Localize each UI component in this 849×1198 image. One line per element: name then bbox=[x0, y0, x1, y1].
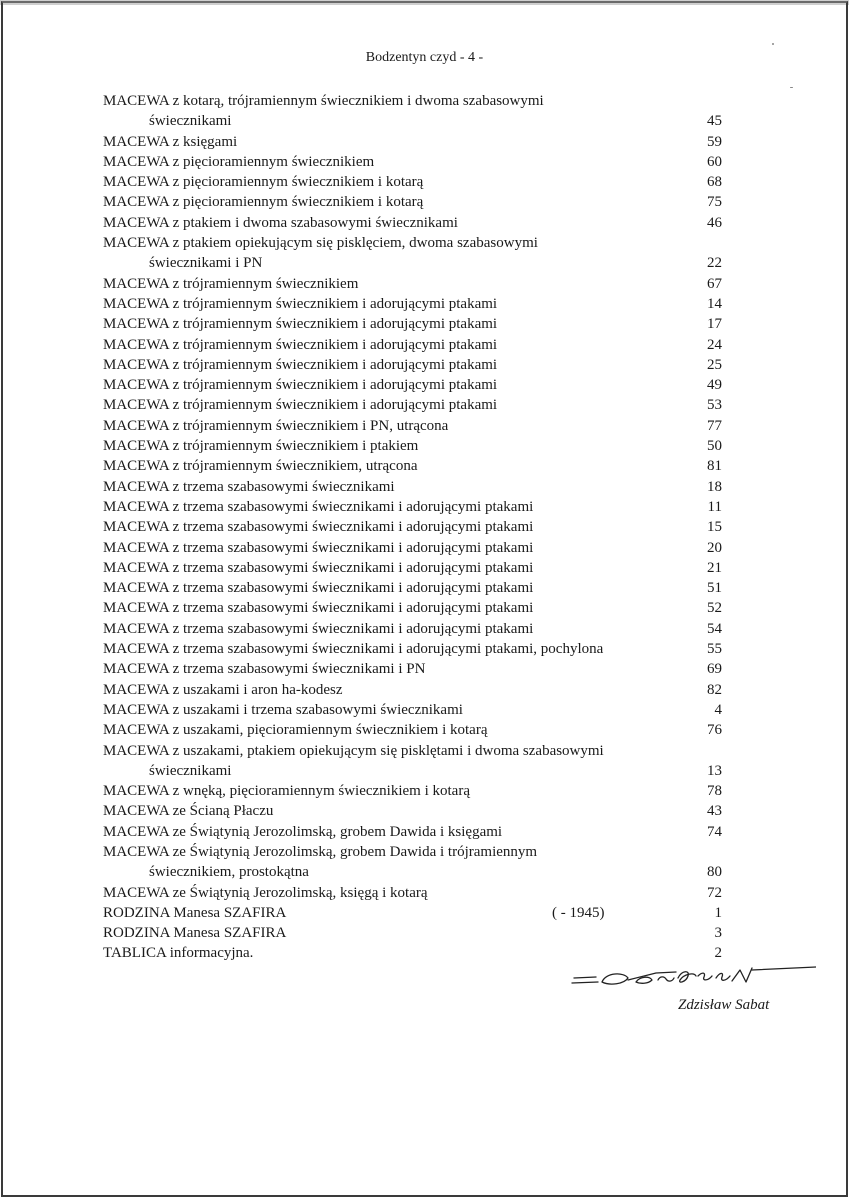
entry-title: MACEWA z trzema szabasowymi świecznikami i adorującymi ptakami bbox=[103, 519, 534, 536]
index-entry bbox=[103, 436, 722, 456]
index-entry bbox=[103, 233, 722, 274]
index-entry bbox=[103, 801, 722, 821]
entry-page-number: 68 bbox=[707, 174, 722, 191]
entry-page-number: 25 bbox=[707, 356, 722, 373]
entry-page-number: 80 bbox=[707, 864, 722, 881]
entry-title: MACEWA z trzema szabasowymi świecznikami i adorującymi ptakami bbox=[103, 600, 534, 617]
entry-page-number: 3 bbox=[714, 925, 722, 942]
entry-title: MACEWA z trójramiennym świecznikiem i adorującymi ptakami bbox=[103, 336, 498, 353]
entry-title: MACEWA z trzema szabasowymi świecznikami i adorującymi ptakami bbox=[103, 580, 534, 597]
entry-title: MACEWA ze Ścianą Płaczu bbox=[103, 803, 274, 820]
entry-title: MACEWA z trójramiennym świecznikiem, utrącona bbox=[103, 458, 418, 475]
scan-speck bbox=[772, 43, 774, 45]
entry-page-number: 81 bbox=[707, 458, 722, 475]
entry-page-number: 43 bbox=[707, 803, 722, 820]
entry-title: MACEWA z trzema szabasowymi świecznikami bbox=[103, 478, 395, 495]
entry-title: MACEWA z uszakami i trzema szabasowymi świecznikami bbox=[103, 701, 463, 718]
entry-title: MACEWA z kotarą, trójramiennym świecznikiem i dwoma szabasowymi bbox=[103, 93, 544, 109]
index-entry bbox=[103, 477, 722, 497]
entry-page-number: 20 bbox=[707, 539, 722, 556]
entry-page-number: 53 bbox=[707, 397, 722, 414]
entry-title: MACEWA z uszakami i aron ha-kodesz bbox=[103, 681, 343, 698]
index-entry bbox=[103, 558, 722, 578]
entry-page-number: 49 bbox=[707, 377, 722, 394]
entry-title: MACEWA z trójramiennym świecznikiem i PN, utrącona bbox=[103, 417, 449, 434]
index-entry bbox=[103, 335, 722, 355]
entry-title: MACEWA z trójramiennym świecznikiem i adorującymi ptakami bbox=[103, 377, 498, 394]
index-entry bbox=[103, 822, 722, 842]
index-entry bbox=[103, 781, 722, 801]
index-entry bbox=[103, 741, 722, 782]
entry-page-number: 45 bbox=[707, 113, 722, 130]
entry-title: MACEWA z trójramiennym świecznikiem i adorującymi ptakami bbox=[103, 356, 498, 373]
index-entry bbox=[103, 700, 722, 720]
index-entry bbox=[103, 375, 722, 395]
index-entry bbox=[103, 213, 722, 233]
index-entry bbox=[103, 314, 722, 334]
entry-page-number: 2 bbox=[714, 945, 722, 962]
entry-page-number: 52 bbox=[707, 600, 722, 617]
entry-page-number: 50 bbox=[707, 438, 722, 455]
entry-page-number: 14 bbox=[707, 295, 722, 312]
index-entry bbox=[103, 720, 722, 740]
index-entry bbox=[103, 172, 722, 192]
page-header: Bodzentyn czyd - 4 - bbox=[365, 50, 484, 65]
entry-title: RODZINA Manesa SZAFIRA bbox=[103, 904, 287, 921]
entry-title: MACEWA z ptakiem i dwoma szabasowymi świecznikami bbox=[103, 214, 458, 231]
index-entry bbox=[103, 639, 722, 659]
entry-continuation: świecznikami bbox=[149, 113, 232, 130]
index-entry bbox=[103, 355, 722, 375]
index-entry bbox=[103, 517, 722, 537]
entry-page-number: 15 bbox=[707, 519, 722, 536]
entry-continuation: świecznikami i PN bbox=[149, 255, 263, 272]
entry-title: RODZINA Manesa SZAFIRA bbox=[103, 925, 287, 942]
entry-title: MACEWA ze Świątynią Jerozolimską, grobem Dawida i księgami bbox=[103, 823, 503, 840]
entry-title: MACEWA z trzema szabasowymi świecznikami i adorującymi ptakami bbox=[103, 620, 534, 637]
entry-dates: ( - 1945) bbox=[552, 904, 605, 921]
entry-page-number: 69 bbox=[707, 661, 722, 678]
entry-page-number: 11 bbox=[707, 498, 722, 515]
entry-title: MACEWA z księgami bbox=[103, 133, 238, 150]
index-entry bbox=[103, 395, 722, 415]
entry-title: MACEWA z trzema szabasowymi świecznikami i adorującymi ptakami, pochylona bbox=[103, 641, 604, 658]
entry-page-number: 82 bbox=[707, 681, 722, 698]
entry-title: MACEWA z pięcioramiennym świecznikiem i kotarą bbox=[103, 174, 424, 191]
entry-page-number: 60 bbox=[707, 153, 722, 170]
entry-page-number: 51 bbox=[707, 580, 722, 597]
entry-page-number: 21 bbox=[707, 559, 722, 576]
entry-title: MACEWA z ptakiem opiekującym się pisklęciem, dwoma szabasowymi bbox=[103, 235, 538, 252]
entry-title: MACEWA z trójramiennym świecznikiem i adorującymi ptakami bbox=[103, 295, 498, 312]
entry-page-number: 24 bbox=[707, 336, 722, 353]
scan-speck bbox=[790, 87, 793, 88]
entry-title: MACEWA z wnęką, pięcioramiennym świecznikiem i kotarą bbox=[103, 783, 470, 800]
entry-page-number: 55 bbox=[707, 641, 722, 658]
index-entry bbox=[103, 416, 722, 436]
entry-title: MACEWA z trójramiennym świecznikiem bbox=[103, 275, 359, 292]
entry-title: MACEWA z trzema szabasowymi świecznikami i PN bbox=[103, 661, 426, 678]
index-entry bbox=[103, 578, 722, 598]
entry-page-number: 17 bbox=[707, 316, 722, 333]
index-entry bbox=[103, 294, 722, 314]
index-list bbox=[103, 91, 722, 964]
index-entry bbox=[103, 598, 722, 618]
entry-page-number: 78 bbox=[707, 783, 722, 800]
entry-title: MACEWA z trzema szabasowymi świecznikami i adorującymi ptakami bbox=[103, 539, 534, 556]
index-entry bbox=[103, 132, 722, 152]
entry-page-number: 59 bbox=[707, 133, 722, 150]
signature-name: Zdzisław Sabat bbox=[678, 997, 770, 1013]
entry-page-number: 13 bbox=[707, 762, 722, 779]
entry-title: MACEWA z uszakami, ptakiem opiekującym się pisklętami i dwoma szabasowymi bbox=[103, 742, 604, 759]
entry-title: TABLICA informacyjna. bbox=[103, 945, 254, 962]
entry-title: MACEWA z pięcioramiennym świecznikiem bbox=[103, 153, 375, 170]
index-entry bbox=[103, 192, 722, 212]
index-entry bbox=[103, 456, 722, 476]
entry-page-number: 46 bbox=[707, 214, 722, 231]
index-entry bbox=[103, 923, 722, 943]
index-entry bbox=[103, 680, 722, 700]
entry-page-number: 75 bbox=[707, 194, 722, 211]
index-entry bbox=[103, 274, 722, 294]
index-entry bbox=[103, 903, 722, 923]
index-entry bbox=[103, 883, 722, 903]
entry-page-number: 76 bbox=[707, 722, 722, 739]
entry-title: MACEWA z trójramiennym świecznikiem i adorującymi ptakami bbox=[103, 397, 498, 414]
entry-title: MACEWA z uszakami, pięcioramiennym świecznikiem i kotarą bbox=[103, 722, 488, 739]
entry-page-number: 18 bbox=[707, 478, 722, 495]
entry-title: MACEWA z trzema szabasowymi świecznikami i adorującymi ptakami bbox=[103, 498, 534, 515]
index-entry bbox=[103, 842, 722, 883]
entry-page-number: 77 bbox=[707, 417, 722, 434]
entry-title: MACEWA ze Świątynią Jerozolimską, księgą i kotarą bbox=[103, 884, 428, 901]
entry-title: MACEWA z trójramiennym świecznikiem i adorującymi ptakami bbox=[103, 316, 498, 333]
index-entry bbox=[103, 497, 722, 517]
entry-page-number: 74 bbox=[707, 823, 722, 840]
entry-page-number: 22 bbox=[707, 255, 722, 272]
entry-title: MACEWA ze Świątynią Jerozolimską, grobem Dawida i trójramiennym bbox=[103, 843, 538, 860]
index-entry bbox=[103, 619, 722, 639]
entry-title: MACEWA z trójramiennym świecznikiem i ptakiem bbox=[103, 438, 419, 455]
index-entry bbox=[103, 943, 722, 963]
entry-continuation: świecznikami bbox=[149, 762, 232, 779]
entry-continuation: świecznikiem, prostokątna bbox=[149, 864, 309, 881]
entry-page-number: 1 bbox=[714, 904, 722, 921]
entry-title: MACEWA z trzema szabasowymi świecznikami i adorującymi ptakami bbox=[103, 559, 534, 576]
entry-title: MACEWA z pięcioramiennym świecznikiem i kotarą bbox=[103, 194, 424, 211]
entry-page-number: 72 bbox=[707, 884, 722, 901]
entry-page-number: 4 bbox=[714, 701, 722, 718]
index-entry bbox=[103, 91, 722, 132]
index-entry bbox=[103, 538, 722, 558]
index-entry bbox=[103, 659, 722, 679]
signature-image bbox=[566, 964, 816, 996]
entry-page-number: 67 bbox=[707, 275, 722, 292]
entry-page-number: 54 bbox=[707, 620, 722, 637]
index-entry bbox=[103, 152, 722, 172]
